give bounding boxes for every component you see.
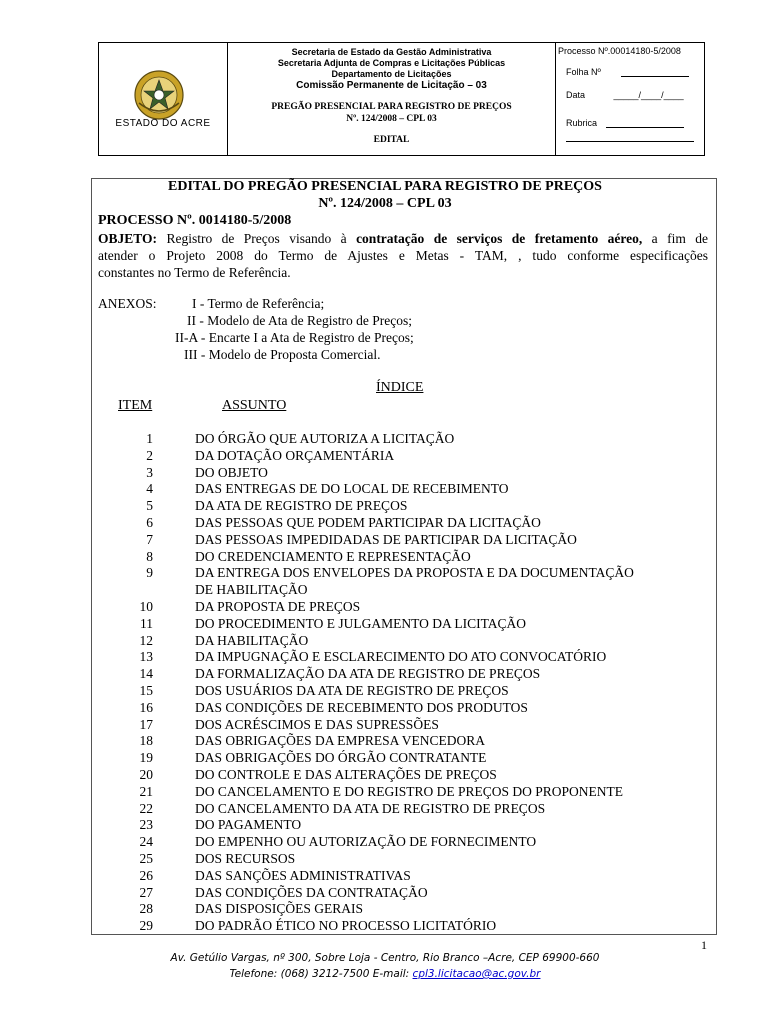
document-header [98, 42, 705, 156]
index-item-number: 10 [139, 598, 153, 614]
index-row [0, 532, 770, 549]
folha-row [566, 67, 689, 77]
index-item-number: 20 [139, 766, 153, 782]
index-item-subject: DO PADRÃO ÉTICO NO PROCESSO LICITATÓRIO [195, 918, 497, 934]
doc-line: Nº. 124/2008 – CPL 03 [346, 114, 437, 124]
index-item-subject: DA ENTREGA DOS ENVELOPES DA PROPOSTA E DA DOCUMENTAÇÃO [195, 565, 634, 581]
edital-title: EDITAL DO PREGÃO PRESENCIAL PARA REGISTRO DE PREÇOS [168, 179, 602, 194]
index-item-subject: DA FORMALIZAÇÃO DA ATA DE REGISTRO DE PREÇOS [195, 666, 541, 682]
index-col-item: ITEM [118, 398, 153, 413]
index-item-subject: DAS PESSOAS QUE PODEM PARTICIPAR DA LICITAÇÃO [195, 514, 541, 530]
index-row [0, 431, 770, 448]
index-row [0, 666, 770, 683]
index-row [0, 515, 770, 532]
objeto-emphasis: contratação de serviços de fretamento aéreo, [356, 231, 643, 246]
index-item-number: 14 [139, 666, 153, 682]
index-item-number: 21 [139, 783, 153, 799]
index-item-number: 13 [139, 649, 153, 665]
index-row [0, 801, 770, 818]
index-item-number: 28 [139, 901, 153, 917]
index-row [0, 851, 770, 868]
index-item-number: 8 [146, 548, 153, 564]
index-item-subject: DA IMPUGNAÇÃO E ESCLARECIMENTO DO ATO CONVOCATÓRIO [195, 649, 607, 665]
page-number: 1 [701, 938, 707, 952]
index-row [0, 817, 770, 834]
index-item-subject: DO OBJETO [195, 464, 268, 480]
index-row [0, 834, 770, 851]
index-item-subject: DO EMPENHO OU AUTORIZAÇÃO DE FORNECIMENTO [195, 834, 537, 850]
doc-line: PREGÃO PRESENCIAL PARA REGISTRO DE PREÇOS [271, 102, 512, 112]
annex-item: II-A - Encarte I a Ata de Registro de Preços; [175, 330, 414, 345]
objeto-line: OBJETO: Registro de Preços visando à contratação de serviços de fretamento aéreo, a fim de [98, 231, 708, 246]
index-item-number: 2 [146, 447, 153, 463]
index-item-subject-continued: DE HABILITAÇÃO [195, 582, 308, 598]
index-item-number: 23 [139, 817, 153, 833]
data-row [566, 90, 684, 100]
index-row [0, 700, 770, 717]
index-item-number: 18 [139, 733, 153, 749]
annex-item: II - Modelo de Ata de Registro de Preços; [187, 313, 412, 328]
index-row [0, 767, 770, 784]
index-item-subject: DAS OBRIGAÇÕES DO ÓRGÃO CONTRATANTE [195, 750, 487, 766]
index-item-number: 19 [139, 750, 153, 766]
folha-blank [621, 76, 689, 77]
folha-label: Folha Nº [566, 67, 601, 77]
index-item-number: 27 [139, 884, 153, 900]
doc-type: EDITAL [373, 135, 410, 145]
footer-email-link[interactable]: cpl3.licitacao@ac.gov.br [412, 968, 541, 980]
index-item-subject: DA HABILITAÇÃO [195, 632, 309, 648]
index-row [0, 901, 770, 918]
annex-item: III - Modelo de Proposta Comercial. [184, 347, 381, 362]
index-col-subject: ASSUNTO [222, 398, 287, 413]
index-row [0, 481, 770, 498]
index-item-number: 24 [139, 834, 153, 850]
index-row [0, 918, 770, 935]
org-line: Departamento de Licitações [331, 69, 452, 79]
state-coat-of-arms-icon [133, 69, 185, 121]
org-block [228, 47, 555, 91]
index-item-subject: DAS OBRIGAÇÕES DA EMPRESA VENCEDORA [195, 733, 486, 749]
process-number: Processo Nº.00014180-5/2008 [558, 46, 681, 56]
index-row [0, 750, 770, 767]
objeto-label: OBJETO: [98, 231, 158, 246]
index-item-number: 12 [139, 632, 153, 648]
index-item-number: 9 [146, 565, 153, 581]
header-control-cell [556, 43, 704, 155]
index-title: ÍNDICE [376, 380, 424, 395]
index-item-subject: DAS CONDIÇÕES DE RECEBIMENTO DOS PRODUTOS [195, 699, 528, 715]
index-row [0, 717, 770, 734]
index-row [0, 784, 770, 801]
index-list [0, 431, 770, 935]
index-row [0, 448, 770, 465]
objeto-line: atender o Projeto 2008 do Termo de Ajustes e Metas - TAM, , tudo conforme especificações [98, 248, 708, 263]
index-item-subject: DO CREDENCIAMENTO E REPRESENTAÇÃO [195, 548, 471, 564]
index-item-number: 7 [146, 531, 153, 547]
index-item-subject: DO PROCEDIMENTO E JULGAMENTO DA LICITAÇÃO [195, 615, 527, 631]
edital-subtitle: Nº. 124/2008 – CPL 03 [318, 196, 452, 211]
index-item-number: 3 [146, 464, 153, 480]
rubrica-row [566, 118, 684, 128]
index-item-number: 1 [146, 431, 153, 446]
index-item-subject: DOS ACRÉSCIMOS E DAS SUPRESSÕES [195, 716, 439, 732]
index-item-subject: DAS ENTREGAS DE DO LOCAL DE RECEBIMENTO [195, 481, 509, 497]
index-item-subject: DAS CONDIÇÕES DA CONTRATAÇÃO [195, 884, 428, 900]
index-item-subject: DAS DISPOSIÇÕES GERAIS [195, 901, 364, 917]
index-item-subject: DO CANCELAMENTO DA ATA DE REGISTRO DE PREÇOS [195, 800, 546, 816]
index-row [0, 868, 770, 885]
annex-item: I - Termo de Referência; [192, 296, 325, 311]
index-row [0, 498, 770, 515]
index-item-number: 16 [139, 699, 153, 715]
footer-contact [0, 968, 770, 980]
footer-phone: Telefone: (068) 3212-7500 E-mail: [229, 968, 413, 980]
footer-address: Av. Getúlio Vargas, nº 300, Sobre Loja - Centro, Rio Branco –Acre, CEP 69900-660 [170, 952, 600, 964]
index-item-subject: DAS SANÇÕES ADMINISTRATIVAS [195, 867, 411, 883]
index-row [0, 649, 770, 666]
signature-line [566, 141, 694, 142]
process-line: PROCESSO Nº. 0014180-5/2008 [98, 213, 292, 228]
index-row [0, 633, 770, 650]
index-row [0, 599, 770, 616]
index-item-subject: DA ATA DE REGISTRO DE PREÇOS [195, 498, 408, 514]
doc-block [228, 101, 555, 125]
index-row [0, 549, 770, 566]
index-item-subject: DO CONTROLE E DAS ALTERAÇÕES DE PREÇOS [195, 766, 497, 782]
index-item-subject: DO PAGAMENTO [195, 817, 302, 833]
index-item-number: 17 [139, 716, 153, 732]
index-item-subject: DA PROPOSTA DE PREÇOS [195, 598, 361, 614]
index-item-subject: DAS PESSOAS IMPEDIDADAS DE PARTICIPAR DA LICITAÇÃO [195, 531, 577, 547]
index-item-number: 5 [146, 498, 153, 514]
index-item-subject: DOS USUÁRIOS DA ATA DE REGISTRO DE PREÇOS [195, 682, 509, 698]
state-label: ESTADO DO ACRE [115, 118, 211, 129]
index-item-subject: DA DOTAÇÃO ORÇAMENTÁRIA [195, 447, 395, 463]
index-item-subject: DO CANCELAMENTO E DO REGISTRO DE PREÇOS DO PROPONENTE [195, 783, 624, 799]
index-row [0, 885, 770, 902]
data-blank: _____/____/____ [613, 90, 684, 100]
objeto-line: constantes no Termo de Referência. [98, 265, 291, 280]
index-row [0, 683, 770, 700]
org-line: Comissão Permanente de Licitação – 03 [296, 80, 487, 91]
header-org-cell [228, 43, 556, 155]
index-item-number: 29 [139, 918, 153, 934]
index-item-number: 11 [140, 615, 153, 631]
index-item-subject: DOS RECURSOS [195, 850, 296, 866]
index-row [0, 565, 770, 599]
data-label: Data [566, 90, 586, 100]
index-item-subject: DO ÓRGÃO QUE AUTORIZA A LICITAÇÃO [195, 431, 455, 446]
org-line: Secretaria de Estado da Gestão Administrativa [291, 47, 492, 57]
index-item-number: 26 [139, 867, 153, 883]
index-row [0, 465, 770, 482]
rubrica-label: Rubrica [566, 118, 598, 128]
index-row [0, 733, 770, 750]
index-item-number: 25 [139, 850, 153, 866]
index-item-number: 22 [139, 800, 153, 816]
index-item-number: 6 [146, 514, 153, 530]
objeto-paragraph [98, 230, 708, 281]
header-seal-cell [99, 43, 228, 155]
org-line: Secretaria Adjunta de Compras e Licitações Públicas [277, 58, 506, 68]
index-row [0, 616, 770, 633]
index-item-number: 15 [139, 682, 153, 698]
index-item-number: 4 [146, 481, 153, 497]
annex-label: ANEXOS: [98, 296, 157, 311]
rubrica-blank [606, 127, 684, 128]
